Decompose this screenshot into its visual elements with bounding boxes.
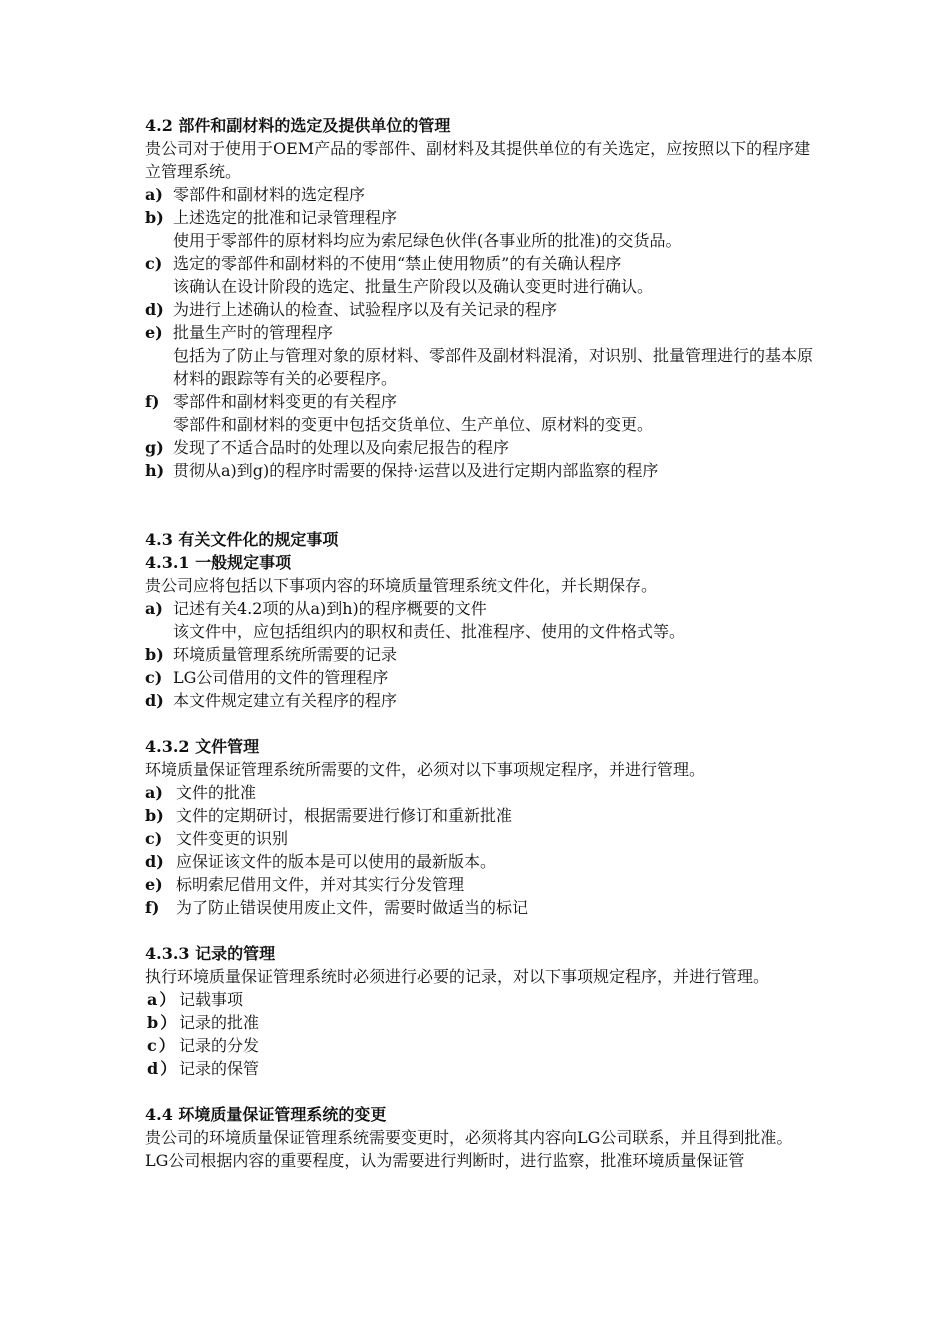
list-marker: e) — [145, 875, 163, 894]
list-item-text: 记载事项 — [179, 990, 244, 1009]
list-marker: a） — [147, 990, 178, 1009]
list-item-text: 为进行上述确认的检查、试验程序以及有关记录的程序 — [173, 300, 558, 319]
list-marker: c) — [145, 829, 163, 848]
list-item — [145, 643, 815, 666]
list-item-text: 记录的分发 — [179, 1036, 260, 1055]
list-item-text: 环境质量管理系统所需要的记录 — [173, 645, 398, 664]
list-item-note: 零部件和副材料的变更中包括交货单位、生产单位、原材料的变更。 — [173, 415, 654, 434]
list-item — [145, 1011, 815, 1034]
section-4-3-2-heading: 4.3.2 文件管理 — [145, 737, 260, 756]
list-item-text: 选定的零部件和副材料的不使用“禁止使用物质”的有关确认程序 — [173, 254, 622, 273]
list-item-text: 文件变更的识别 — [176, 829, 289, 848]
list-item — [145, 436, 815, 459]
list-item — [145, 206, 815, 252]
list-marker: b） — [147, 1013, 179, 1032]
list-item — [145, 666, 815, 689]
list-marker: g) — [145, 438, 164, 457]
list-item — [145, 827, 815, 850]
list-item — [145, 781, 815, 804]
list-marker: d) — [145, 852, 164, 871]
section-4-4-heading: 4.4 环境质量保证管理系统的变更 — [145, 1105, 387, 1124]
list-marker: c) — [145, 668, 163, 687]
list-item-text: 为了防止错误使用废止文件，需要时做适当的标记 — [176, 898, 529, 917]
section-4-3-3-list — [145, 988, 815, 1080]
section-gap — [145, 1080, 815, 1103]
section-4-3-1-list — [145, 597, 815, 712]
list-marker: b) — [145, 208, 164, 227]
list-marker: f) — [145, 898, 160, 917]
section-4-3-1-heading: 4.3.1 一般规定事项 — [145, 553, 292, 572]
list-item — [145, 252, 815, 298]
section-gap — [145, 919, 815, 942]
list-item-text: 记录的保管 — [179, 1059, 260, 1078]
list-marker: e) — [145, 323, 163, 342]
section-4-3-3-intro: 执行环境质量保证管理系统时必须进行必要的记录，对以下事项规定程序，并进行管理。 — [145, 967, 770, 986]
list-item-text: 上述选定的批准和记录管理程序 — [173, 208, 398, 227]
list-item — [145, 850, 815, 873]
list-item — [145, 298, 815, 321]
list-item — [145, 689, 815, 712]
list-item — [145, 321, 815, 390]
list-item — [145, 459, 815, 482]
list-marker: a) — [145, 185, 163, 204]
list-item — [145, 1034, 815, 1057]
list-item-text: 贯彻从a)到g)的程序时需要的保持·运营以及进行定期内部监察的程序 — [173, 461, 659, 480]
section-4-3-2-list — [145, 781, 815, 919]
list-item-text: 记述有关4.2项的从a)到h)的程序概要的文件 — [173, 599, 487, 618]
list-marker: a) — [145, 599, 163, 618]
section-4-3-1-intro: 贵公司应将包括以下事项内容的环境质量管理系统文件化，并长期保存。 — [145, 576, 658, 595]
list-marker: c） — [147, 1036, 177, 1055]
list-item-note: 包括为了防止与管理对象的原材料、零部件及副材料混淆，对识别、批量管理进行的基本原材料的跟踪等有关的必要程序。 — [173, 346, 814, 388]
section-4-2-heading: 4.2 部件和副材料的选定及提供单位的管理 — [145, 116, 451, 135]
list-item-text: 零部件和副材料的选定程序 — [173, 185, 366, 204]
section-4-4-paragraph-1: 贵公司的环境质量保证管理系统需要变更时，必须将其内容向LG公司联系，并且得到批准。 — [145, 1128, 793, 1147]
list-item — [145, 390, 815, 436]
section-4-2-intro: 贵公司对于使用于OEM产品的零部件、副材料及其提供单位的有关选定，应按照以下的程序建立管理系统。 — [145, 139, 811, 181]
list-item — [145, 873, 815, 896]
list-marker: b) — [145, 645, 164, 664]
list-marker: d) — [145, 691, 164, 710]
section-gap — [145, 482, 815, 528]
list-item-note: 该文件中，应包括组织内的职权和责任、批准程序、使用的文件格式等。 — [173, 622, 686, 641]
list-item — [145, 804, 815, 827]
list-marker: c) — [145, 254, 163, 273]
section-4-3-2-intro: 环境质量保证管理系统所需要的文件，必须对以下事项规定程序，并进行管理。 — [145, 760, 706, 779]
section-gap — [145, 712, 815, 735]
list-item — [145, 597, 815, 643]
document-body — [145, 114, 815, 1172]
list-item-text: 文件的批准 — [176, 783, 257, 802]
list-item — [145, 183, 815, 206]
list-item — [145, 896, 815, 919]
list-item-note: 使用于零部件的原材料均应为索尼绿色伙伴(各事业所的批准)的交货品。 — [173, 231, 682, 250]
list-marker: d） — [147, 1059, 179, 1078]
list-item-note: 该确认在设计阶段的选定、批量生产阶段以及确认变更时进行确认。 — [173, 277, 654, 296]
list-marker: a) — [145, 783, 163, 802]
list-item — [145, 988, 815, 1011]
list-item-text: 批量生产时的管理程序 — [173, 323, 334, 342]
list-marker: f) — [145, 392, 160, 411]
list-marker: b) — [145, 806, 164, 825]
section-4-3-heading: 4.3 有关文件化的规定事项 — [145, 530, 339, 549]
list-item-text: 标明索尼借用文件，并对其实行分发管理 — [176, 875, 465, 894]
list-marker: h) — [145, 461, 165, 480]
list-item-text: 本文件规定建立有关程序的程序 — [173, 691, 398, 710]
section-4-4-paragraph-2: LG公司根据内容的重要程度，认为需要进行判断时，进行监察，批准环境质量保证管 — [145, 1151, 745, 1170]
section-4-3-3-heading: 4.3.3 记录的管理 — [145, 944, 276, 963]
list-item-text: 发现了不适合品时的处理以及向索尼报告的程序 — [173, 438, 510, 457]
list-item-text: 应保证该文件的版本是可以使用的最新版本。 — [176, 852, 497, 871]
section-4-2-list — [145, 183, 815, 482]
list-marker: d) — [145, 300, 164, 319]
list-item-text: LG公司借用的文件的管理程序 — [173, 668, 389, 687]
list-item-text: 记录的批准 — [179, 1013, 260, 1032]
list-item-text: 零部件和副材料变更的有关程序 — [173, 392, 398, 411]
list-item-text: 文件的定期研讨，根据需要进行修订和重新批准 — [176, 806, 513, 825]
list-item — [145, 1057, 815, 1080]
